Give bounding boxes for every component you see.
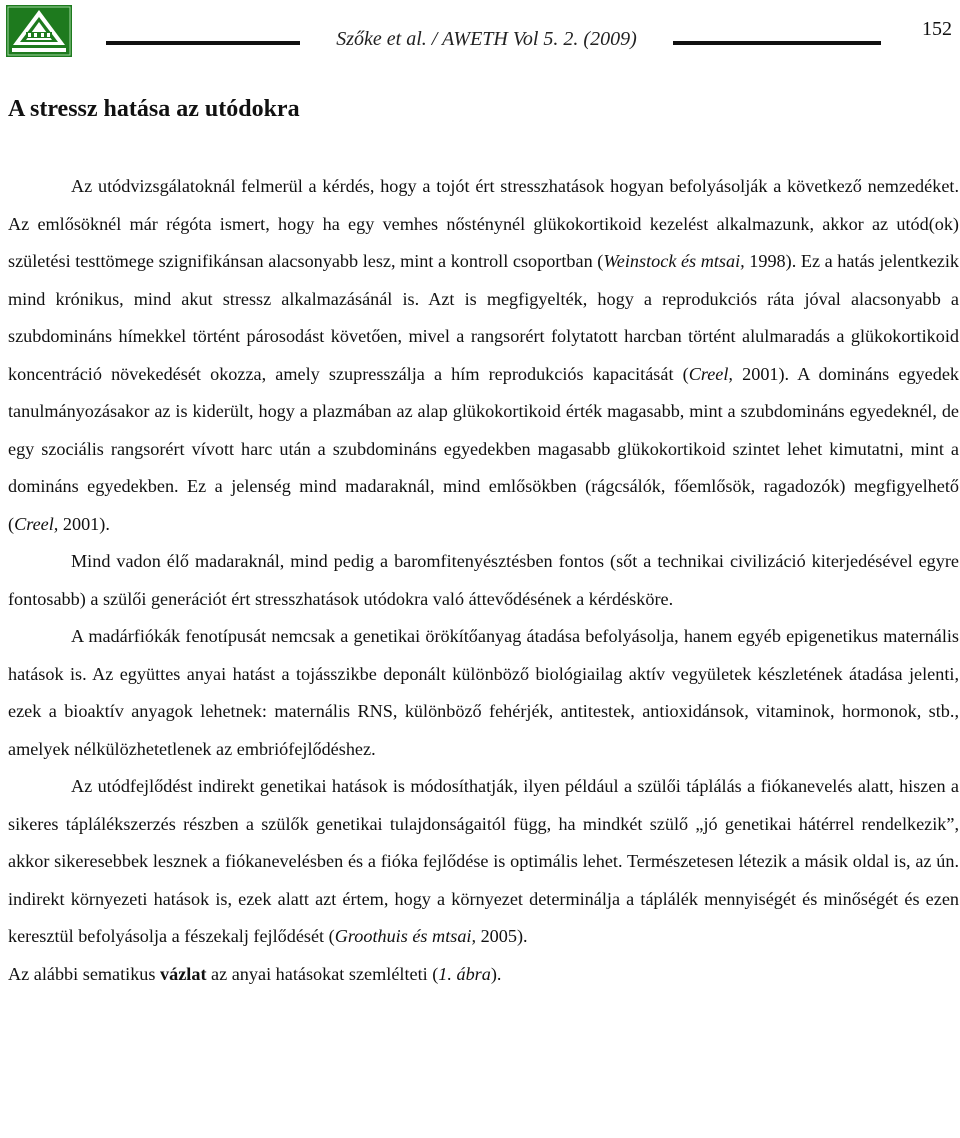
- text-run: 2005).: [476, 926, 528, 946]
- paragraph-5: [8, 956, 959, 994]
- article-body: [8, 168, 959, 993]
- bold-term: vázlat: [160, 963, 207, 984]
- citation: Weinstock és mtsai,: [603, 251, 745, 271]
- page-header: [0, 0, 960, 64]
- citation: Creel,: [688, 363, 733, 384]
- page-number: 152: [922, 18, 952, 40]
- paragraph-2: Mind vadon élő madaraknál, mind pedig a baromfitenyésztésben fontos (sőt a technikai civilizáció kiterjedésével egyre fontosabb) a szülői generációt ért stresszhatások utódokra való áttevődésének a kérdésköre.: [8, 551, 959, 609]
- text-run: az anyai hatásokat szemlélteti (: [206, 963, 439, 984]
- text-run: 2001). A domináns egyedek tanulmányozásakor az is kiderült, hogy a plazmában az alap glükokortikoid érték magasabb, mint a szubdomináns egyedeknél, de egy szociális rangsorért vívott harc után a szubdomináns egyedekben magasabb glükokortikoid szintet lehet kimutatni, mint a domináns egyedekben. Ez a jelenség mind madaraknál, mind emlősökben (rágcsálók, főemlősök, ragadozók) megfigyelhető (: [8, 363, 959, 534]
- header-rule-right: [673, 41, 881, 45]
- text-run: Az utódfejlődést indirekt genetikai hatások is módosíthatják, ilyen például a szülői táplálás a fiókanevelés alatt, hiszen a sikeres táplálékszerzés részben a szülők genetikai tulajdonságaitól függ, ha mindkét szülő „jó genetikai hátérrel rendelkezik”, akkor sikeresebbek lesznek a fiókanevelésben és a fióka fejlődése is optimális lehet. Természetesen létezik a másik oldal is, az ún. indirekt környezeti hatások is, ezek alatt azt értem, hogy a környezet determinálja a táplálék mennyiségét és minőségét és ezen keresztül befolyásolja a fészekalj fejlődését (: [8, 776, 959, 946]
- text-run: Az alábbi sematikus: [8, 963, 161, 984]
- text-run: ).: [490, 963, 502, 984]
- text-run: 1998). Ez a hatás jelentkezik mind krónikus, mind akut stressz alkalmazásánál is. Azt is megfigyelték, hogy a reprodukciós ráta jóval alacsonyabb a szubdomináns hímekkel történt párosodást követően, mivel a rangsorért folytatott harcban történt alulmaradás a glükokortikoid koncentráció növekedését okozza, amely szupresszálja a hím reprodukciós kapacitását (: [8, 251, 959, 384]
- paragraph-1: [8, 168, 959, 543]
- citation: Groothuis és mtsai,: [334, 926, 477, 946]
- header-rule-left: [106, 41, 300, 45]
- journal-logo-icon: [6, 5, 72, 57]
- figure-reference: 1. ábra: [438, 963, 491, 984]
- citation: Creel,: [14, 513, 59, 534]
- text-run: 2001).: [58, 513, 110, 534]
- paragraph-4: [8, 768, 959, 956]
- journal-citation: Szőke et al. / AWETH Vol 5. 2. (2009): [336, 28, 637, 50]
- text-run: Az utódvizsgálatoknál felmerül a kérdés, hogy a tojót ért stresszhatások hogyan befolyásolják a következő nemzedéket. Az emlősöknél már régóta ismert, hogy ha egy vemhes nősténynél glükokortikoid kezelést alkalmazunk, akkor az utód(ok) születési testtömege szignifikánsan alacsonyabb lesz, mint a kontroll csoportban (: [8, 176, 959, 271]
- section-title: A stressz hatása az utódokra: [8, 96, 300, 122]
- paragraph-3: A madárfiókák fenotípusát nemcsak a genetikai örökítőanyag átadása befolyásolja, hanem egyéb epigenetikus maternális hatások is. Az együttes anyai hatást a tojásszikbe deponált különböző biológiailag aktív vegyületek készletének átadása jelenti, ezek a bioaktív anyagok lehetnek: maternális RNS, különböző fehérjék, antitestek, antioxidánsok, vitaminok, hormonok, stb., amelyek nélkülözhetetlenek az embriófejlődéshez.: [8, 626, 959, 759]
